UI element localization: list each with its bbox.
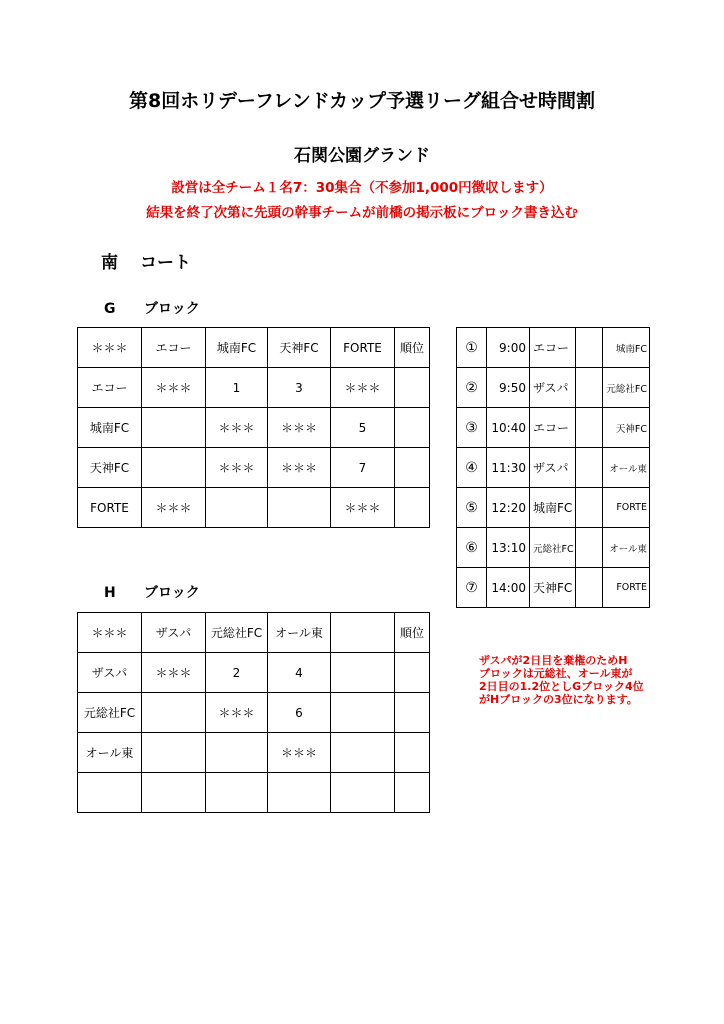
schedule-row [457, 568, 650, 608]
match-time: 13:10 [487, 528, 530, 568]
match-number: ② [457, 368, 487, 408]
table-cell: ＊＊＊ [268, 448, 331, 488]
table-row [78, 653, 430, 693]
note-line: ブロックは元総社、オール東が [479, 667, 633, 680]
table-cell: エコー [78, 368, 142, 408]
table-cell [395, 488, 430, 528]
table-cell [331, 613, 395, 653]
match-time: 14:00 [487, 568, 530, 608]
table-cell: ザスパ [142, 613, 206, 653]
table-row [78, 693, 430, 733]
table-cell [142, 733, 206, 773]
table-cell: FORTE [331, 328, 395, 368]
table-cell: 天神FC [78, 448, 142, 488]
table-cell: 6 [268, 693, 331, 733]
table-cell [78, 773, 142, 813]
table-cell: 城南FC [78, 408, 142, 448]
court-heading [101, 248, 191, 273]
table-cell: ザスパ [78, 653, 142, 693]
block-g-letter: G [104, 301, 116, 317]
table-cell: オール東 [268, 613, 331, 653]
block-h-letter: H [104, 585, 116, 601]
table-cell [142, 693, 206, 733]
court-label: コート [140, 253, 191, 273]
table-cell: 1 [206, 368, 268, 408]
table-row [78, 773, 430, 813]
page-title: 第8回ホリデーフレンドカップ予選リーグ組合せ時間割 [129, 90, 595, 112]
table-header-row [78, 328, 430, 368]
table-cell: ＊＊＊ [268, 733, 331, 773]
away-team: 元総社FC [603, 368, 650, 408]
match-score [576, 368, 603, 408]
note-line: ザスパが2日目を棄権のためH [479, 654, 628, 667]
table-cell: 城南FC [206, 328, 268, 368]
table-row [78, 488, 430, 528]
match-time: 12:20 [487, 488, 530, 528]
away-team: 天神FC [603, 408, 650, 448]
table-row [78, 448, 430, 488]
home-team: エコー [530, 408, 576, 448]
match-score [576, 448, 603, 488]
home-team: ザスパ [530, 368, 576, 408]
table-header-row [78, 613, 430, 653]
table-cell: ＊＊＊ [206, 408, 268, 448]
away-team: FORTE [603, 488, 650, 528]
table-cell: オール東 [78, 733, 142, 773]
table-cell [206, 773, 268, 813]
table-cell: 4 [268, 653, 331, 693]
table-cell [395, 368, 430, 408]
table-cell [142, 408, 206, 448]
match-score [576, 328, 603, 368]
table-cell [331, 773, 395, 813]
table-cell [331, 653, 395, 693]
table-cell: ＊＊＊ [142, 488, 206, 528]
table-cell [395, 653, 430, 693]
match-score [576, 488, 603, 528]
match-time: 10:40 [487, 408, 530, 448]
table-cell [395, 693, 430, 733]
withdrawal-note [479, 654, 649, 706]
table-cell: 天神FC [268, 328, 331, 368]
table-cell: ＊＊＊ [78, 613, 142, 653]
away-team: オール東 [603, 528, 650, 568]
table-cell: 順位 [395, 613, 430, 653]
venue-title: 石関公園グランド [294, 146, 430, 166]
match-score [576, 408, 603, 448]
table-cell: ＊＊＊ [206, 693, 268, 733]
table-row [78, 733, 430, 773]
table-row [78, 408, 430, 448]
table-cell: 3 [268, 368, 331, 408]
table-cell: ＊＊＊ [331, 368, 395, 408]
table-cell: 元総社FC [206, 613, 268, 653]
table-cell: 順位 [395, 328, 430, 368]
court-name: 南 [101, 253, 118, 273]
match-time: 9:00 [487, 328, 530, 368]
table-cell: 5 [331, 408, 395, 448]
match-time: 11:30 [487, 448, 530, 488]
note-line: 2日目の1.2位としGブロック4位 [479, 680, 644, 693]
schedule-row [457, 488, 650, 528]
table-cell [331, 733, 395, 773]
notice-line-1: 設営は全チーム１名7：30集合（不参加1,000円徴収します） [171, 180, 553, 196]
table-cell: 7 [331, 448, 395, 488]
home-team: 元総社FC [530, 528, 576, 568]
table-cell [395, 733, 430, 773]
match-number: ⑤ [457, 488, 487, 528]
block-h-table [77, 612, 430, 813]
away-team: FORTE [603, 568, 650, 608]
table-cell [395, 448, 430, 488]
table-cell: ＊＊＊ [206, 448, 268, 488]
match-number: ⑥ [457, 528, 487, 568]
block-g-heading [104, 298, 200, 318]
table-cell: ＊＊＊ [78, 328, 142, 368]
match-number: ④ [457, 448, 487, 488]
away-team: オール東 [603, 448, 650, 488]
block-g-label: ブロック [144, 301, 200, 317]
block-h-heading [104, 582, 200, 602]
schedule-row [457, 368, 650, 408]
match-number: ③ [457, 408, 487, 448]
table-cell: FORTE [78, 488, 142, 528]
note-line: がHブロックの3位になります。 [479, 693, 638, 706]
schedule-row [457, 408, 650, 448]
block-g-table [77, 327, 430, 528]
schedule-row [457, 528, 650, 568]
table-cell: エコー [142, 328, 206, 368]
table-cell [268, 488, 331, 528]
schedule-row [457, 448, 650, 488]
table-cell [142, 773, 206, 813]
match-score [576, 568, 603, 608]
block-h-label: ブロック [144, 585, 200, 601]
home-team: エコー [530, 328, 576, 368]
table-cell [268, 773, 331, 813]
table-cell: ＊＊＊ [142, 368, 206, 408]
table-cell [142, 448, 206, 488]
match-time: 9:50 [487, 368, 530, 408]
table-cell [395, 773, 430, 813]
match-schedule-table [456, 327, 650, 608]
home-team: 城南FC [530, 488, 576, 528]
home-team: ザスパ [530, 448, 576, 488]
match-number: ⑦ [457, 568, 487, 608]
table-cell: ＊＊＊ [268, 408, 331, 448]
table-cell [206, 733, 268, 773]
table-cell [206, 488, 268, 528]
notice-line-2: 結果を終了次第に先頭の幹事チームが前橋の掲示板にブロック書き込む [146, 205, 578, 221]
table-cell [331, 693, 395, 733]
match-score [576, 528, 603, 568]
home-team: 天神FC [530, 568, 576, 608]
match-number: ① [457, 328, 487, 368]
table-cell: 元総社FC [78, 693, 142, 733]
table-cell: ＊＊＊ [142, 653, 206, 693]
table-cell: 2 [206, 653, 268, 693]
schedule-row [457, 328, 650, 368]
away-team: 城南FC [603, 328, 650, 368]
table-cell: ＊＊＊ [331, 488, 395, 528]
table-row [78, 368, 430, 408]
table-cell [395, 408, 430, 448]
